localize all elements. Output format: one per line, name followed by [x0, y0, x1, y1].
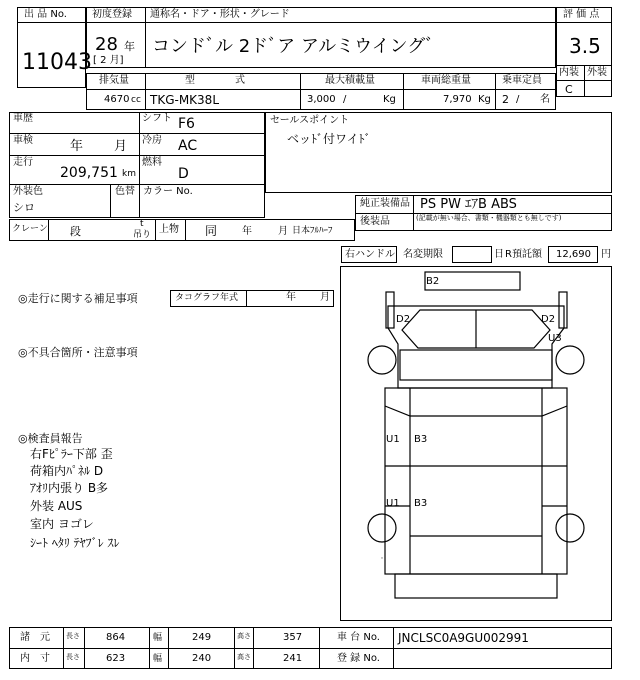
std-equip-value: PS PW ｴｱB ABS	[420, 197, 517, 212]
reg-year: 28	[95, 34, 118, 55]
aftermarket-label: 後装品	[360, 216, 390, 227]
outer-len-value: 864	[106, 632, 126, 643]
naisun-label: 内 寸	[20, 653, 50, 664]
shift-label: シフト	[142, 113, 172, 124]
outer-height-label: 高さ	[237, 632, 251, 640]
joubu-maker: 日本ﾌﾙﾊｰﾌ	[292, 226, 333, 236]
outer-width-label: 幅	[153, 633, 163, 643]
mark-u1-upper: U1	[386, 434, 400, 445]
right-handle-label: 右ハンドル	[345, 249, 395, 260]
mark-b3-upper: B3	[414, 434, 428, 445]
load-unit: Kg	[383, 94, 396, 105]
color-value: シロ	[13, 201, 35, 214]
outer-width-value: 249	[192, 632, 212, 643]
inspector-line-3: ｱｵﾘ内張り B多	[30, 481, 109, 495]
weight-label: 車両総重量	[421, 75, 471, 86]
inspector-line-2: 荷箱内ﾊﾟﾈﾙ D	[30, 464, 104, 478]
grade-label: 評 価 点	[563, 9, 600, 20]
mark-b2: B2	[426, 276, 440, 287]
name-change-field	[452, 246, 492, 263]
fuel-label: 燃料	[142, 157, 162, 168]
weight-value: 7,970	[443, 94, 472, 105]
tacho-year: 年	[286, 292, 296, 303]
capacity-value: 2	[502, 93, 509, 106]
mark-d2-left: D2	[396, 314, 411, 325]
mileage-value: 209,751	[60, 165, 118, 181]
mark-u1-lower: U1	[386, 498, 400, 509]
tax-unit: 円	[601, 249, 611, 260]
joubu-month: 月	[278, 226, 288, 237]
disp-label: 排気量	[99, 75, 129, 86]
crane-tsuri: 吊り	[133, 230, 152, 240]
car-name: コンドﾞル 2ドﾞア アルミウイングﾞ	[152, 36, 435, 57]
sales-point-value: ベッﾄﾞ付ワイﾄﾞ	[287, 132, 371, 146]
inspector-label: ◎検査員報告	[18, 432, 83, 445]
name-change-day: 日	[494, 249, 504, 260]
interior-label: 内装	[559, 67, 579, 78]
outer-len-label: 長さ	[66, 632, 80, 640]
shomoto-label: 諸 元	[20, 632, 50, 643]
inner-height-label: 高さ	[237, 653, 251, 661]
aircon-label: 冷房	[142, 135, 162, 146]
inner-len-value: 623	[106, 653, 126, 664]
capacity-slash: /	[516, 94, 520, 105]
fuel-value: D	[178, 166, 189, 182]
capacity-unit: 名	[540, 94, 550, 105]
color-no-label: カラー No.	[143, 186, 193, 197]
inspection-month: 月	[114, 139, 128, 154]
inner-len-label: 長さ	[66, 653, 80, 661]
color-change-label: 色替	[115, 186, 135, 197]
crane-label: クレーン	[12, 224, 48, 234]
load-value: 3,000	[307, 94, 336, 105]
mark-u3: U3	[548, 333, 562, 344]
mark-d2-right: D2	[541, 314, 556, 325]
shift-value: F6	[178, 116, 195, 132]
aircon-value: AC	[178, 138, 198, 154]
inspector-line-6: ｼｰﾄ ﾍﾀﾘ ﾃﾔﾌﾞﾚ ｽﾚ	[30, 536, 120, 550]
std-equip-label: 純正装備品	[360, 198, 410, 209]
joubu-label: 上物	[159, 224, 179, 235]
capacity-label: 乗車定員	[502, 75, 542, 86]
tax-value: 12,690	[556, 249, 591, 260]
tacho-label: タコグラフ年式	[175, 293, 239, 303]
name-label: 通称名・ドア・形状・グレード	[150, 9, 290, 20]
inner-height-value: 241	[283, 653, 303, 664]
mileage-label: 走行	[13, 157, 33, 168]
history-label: 車歴	[13, 113, 33, 124]
inner-width-value: 240	[192, 653, 212, 664]
reg-month: [ 2 月]	[93, 55, 124, 66]
aftermarket-note: (記載が無い場合、書類・機器類とも無しです)	[416, 214, 562, 222]
inner-width-label: 幅	[153, 654, 163, 664]
chassis-label: 車 台 No.	[337, 632, 380, 643]
reg-year-unit: 年	[124, 40, 135, 53]
tax-label: R預託額	[505, 249, 542, 260]
disp-unit: cc	[131, 95, 141, 105]
exterior-label: 外装	[587, 67, 607, 78]
first-reg-label: 初度登録	[92, 9, 132, 20]
inspector-line-4: 外装 AUS	[30, 499, 83, 513]
model-value: TKG-MK38L	[150, 93, 220, 107]
joubu-year: 年	[242, 226, 252, 237]
sales-point-label: セールスポイント	[270, 115, 350, 126]
interior-score: C	[565, 83, 573, 96]
tacho-month: 月	[320, 292, 330, 303]
defect-label: ◎不具合箇所・注意事項	[18, 346, 138, 359]
inspection-label: 車検	[13, 135, 33, 146]
chassis-value: JNCLSC0A9GU002991	[398, 631, 529, 645]
mileage-unit: km	[122, 169, 136, 179]
weight-unit: Kg	[478, 94, 491, 105]
color-label: 外装色	[13, 186, 43, 197]
name-change-label: 名変期限	[403, 249, 443, 260]
crane-dan: 段	[70, 225, 81, 238]
lot-label: 出 品 No.	[24, 9, 67, 20]
driving-notes-label: ◎走行に関する補足事項	[18, 292, 138, 305]
lot-number: 11043	[22, 50, 92, 75]
load-label: 最大積載量	[325, 75, 375, 86]
details-box	[9, 112, 265, 218]
model-label: 型 式	[185, 75, 245, 86]
disp-value: 4670	[104, 94, 130, 105]
mark-b3-lower: B3	[414, 498, 428, 509]
crane-t: t	[140, 219, 144, 229]
grade-score: 3.5	[569, 34, 601, 58]
load-slash: /	[343, 94, 347, 105]
truck-diagram	[340, 266, 612, 621]
inspector-line-5: 室内 ヨゴレ	[30, 517, 94, 531]
reg-label: 登 録 No.	[337, 653, 380, 664]
inspector-line-1: 右Fﾋﾟﾗｰ下部 歪	[30, 447, 113, 461]
outer-height-value: 357	[283, 632, 303, 643]
joubu-same: 同	[205, 224, 218, 238]
inspection-year: 年	[70, 139, 84, 154]
